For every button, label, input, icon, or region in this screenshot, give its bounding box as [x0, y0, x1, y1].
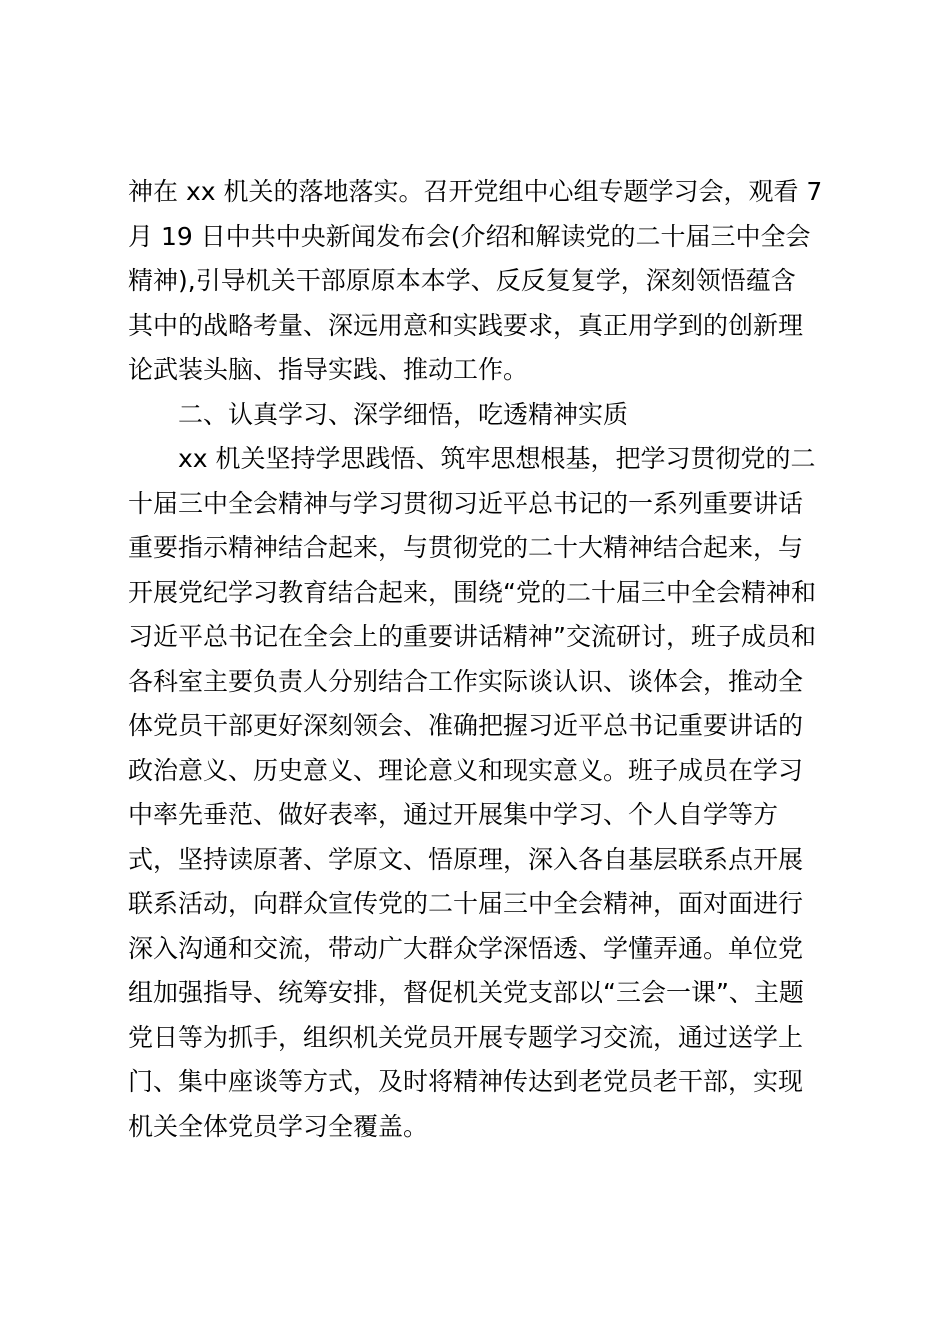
text-line: 精神),引导机关干部原原本本学、反反复复学，深刻领悟蕴含 [128, 266, 796, 295]
text-line: 各科室主要负责人分别结合工作实际谈认识、谈体会，推动全 [128, 666, 804, 696]
text-line: 月 19 日中共中央新闻发布会(介绍和解读党的二十届三中全会 [128, 221, 811, 251]
text-line: 机关全体党员学习全覆盖。 [128, 1111, 429, 1141]
text-line: 论武装头脑、指导实践、推动工作。 [128, 355, 529, 384]
text-line: 十届三中全会精神与学习贯彻习近平总书记的一系列重要讲话 [128, 488, 804, 518]
text-line: 深入沟通和交流，带动广大群众学深悟透、学懂弄通。单位党 [128, 933, 804, 963]
text-line: 联系活动，向群众宣传党的二十届三中全会精神，面对面进行 [128, 889, 804, 918]
paragraph [128, 437, 836, 1149]
text-line: 体党员干部更好深刻领会、准确把握习近平总书记重要讲话的 [128, 711, 804, 740]
text-line: 重要指示精神结合起来，与贯彻党的二十大精神结合起来，与 [128, 533, 804, 562]
text-line: 组加强指导、统筹安排，督促机关党支部以“三会一课”、主题 [128, 978, 804, 1007]
text-line: 政治意义、历史意义、理论意义和现实意义。班子成员在学习 [128, 755, 804, 785]
text-line: 开展党纪学习教育结合起来，围绕“党的二十届三中全会精神和 [128, 577, 816, 607]
section-heading [128, 393, 836, 438]
text-line: 中率先垂范、做好表率，通过开展集中学习、个人自学等方 [128, 800, 779, 829]
text-line: 神在 xx 机关的落地落实。召开党组中心组专题学习会，观看 7 [128, 177, 823, 206]
text-line: 门、集中座谈等方式，及时将精神传达到老党员老干部，实现 [128, 1067, 804, 1096]
text-line: 其中的战略考量、深远用意和实践要求，真正用学到的创新理 [128, 310, 804, 340]
text-line: 习近平总书记在全会上的重要讲话精神”交流研讨，班子成员和 [128, 622, 816, 651]
paragraph-continued [128, 170, 836, 393]
section-heading-text: 二、认真学习、深学细悟，吃透精神实质 [178, 399, 629, 429]
text-line: xx 机关坚持学思践悟、筑牢思想根基，把学习贯彻党的二 [178, 444, 816, 473]
text-line: 式，坚持读原著、学原文、悟原理，深入各自基层联系点开展 [128, 844, 804, 874]
text-line: 党日等为抓手，组织机关党员开展专题学习交流，通过送学上 [128, 1022, 804, 1052]
document-body [128, 170, 836, 1149]
